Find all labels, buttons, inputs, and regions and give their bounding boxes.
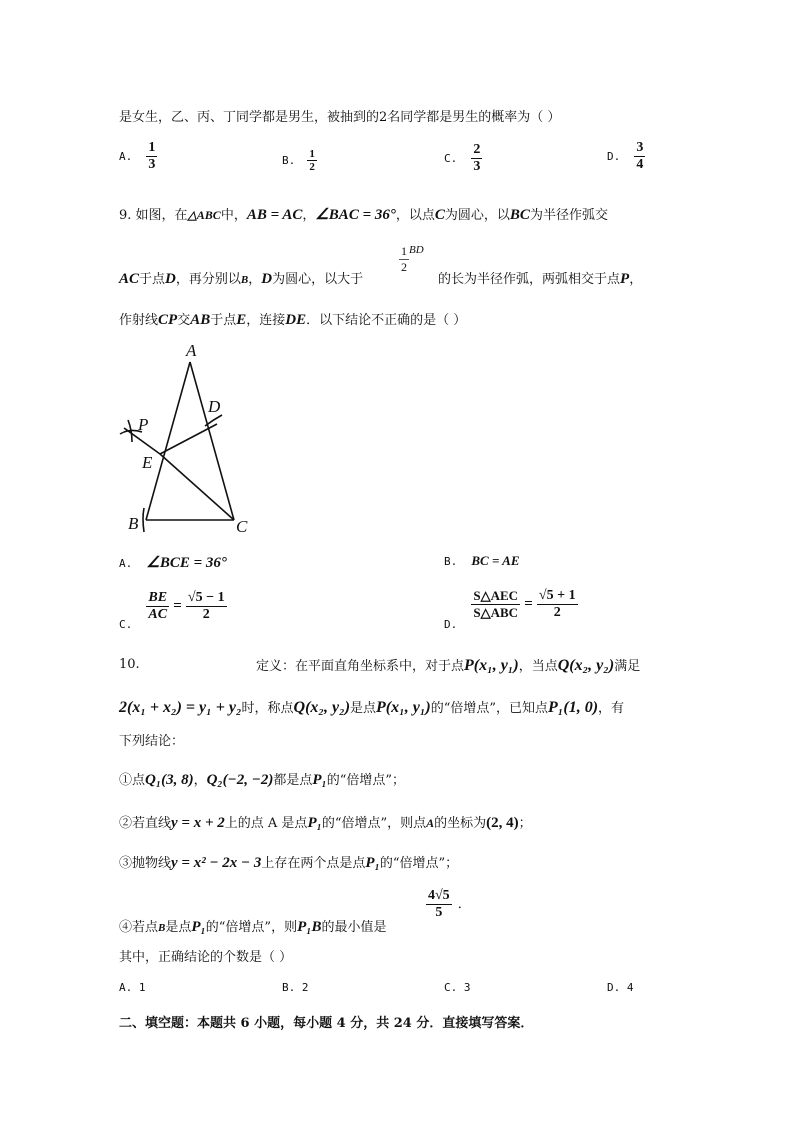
option-text: 4 [626, 981, 634, 994]
q10-option-d [607, 981, 634, 994]
text: 满足 [614, 659, 641, 674]
point-d: D [165, 271, 176, 287]
text: ④若点 [119, 920, 159, 935]
option-letter: A. [119, 557, 133, 570]
equation-ab-ac: AB = AC [246, 207, 303, 223]
text: 的最小值是 [321, 920, 387, 935]
q10-statement-1 [119, 769, 405, 789]
q10-min-value [426, 888, 471, 921]
point-p1: P₁ [365, 855, 380, 871]
q9-option-b [444, 553, 520, 569]
text: ．以下结论不正确的是（ ） [306, 313, 467, 328]
q10-ask: 其中，正确结论的个数是（ ） [119, 950, 293, 965]
arc-at-b [143, 508, 144, 532]
text: ②若直线 [119, 816, 172, 831]
q9-line-3 [119, 309, 466, 329]
option-letter: C. [444, 152, 458, 165]
text: 为圆心，以 [444, 208, 510, 223]
q8-option-a [119, 140, 157, 173]
label-d: D [208, 397, 221, 416]
point-p1: P₁ [312, 772, 327, 788]
text: 的长为半径作弧，两弧相交于点 [438, 272, 621, 287]
point-p: P(x₁, y₁) [376, 699, 431, 716]
text: 中， [220, 208, 247, 223]
denominator: 4 [636, 157, 644, 172]
point-c: C [434, 207, 445, 223]
point-p: P(x₁, y₁) [464, 657, 519, 674]
fraction-right [537, 588, 578, 621]
option-text: 1 [138, 981, 146, 994]
text: ， [629, 272, 643, 287]
arc-at-d [205, 415, 222, 426]
denominator: 3 [473, 159, 481, 174]
option-letter: D. [607, 981, 621, 994]
q9-line-1 [119, 204, 608, 224]
fraction-right [186, 590, 227, 623]
q9-line-2b [438, 268, 642, 288]
option-text: ∠BCE = 36° [146, 555, 227, 571]
q8-option-c [444, 142, 482, 175]
point-a: A [426, 816, 435, 830]
segment-p1b: P₁B [297, 919, 322, 935]
q10-option-c [444, 981, 471, 994]
label-a: A [186, 341, 197, 360]
text: ； [518, 816, 532, 831]
option-letter: B. [282, 981, 296, 994]
text: 上的点 A 是点 [224, 816, 308, 831]
fraction [307, 148, 317, 173]
text: 为圆心，以大于 [272, 272, 364, 287]
equals-sign: = [173, 598, 182, 614]
fraction-half [399, 244, 409, 275]
fraction-left [471, 588, 520, 621]
text: 是点 [165, 920, 192, 935]
ray-cp [160, 454, 234, 520]
option-text: 3 [463, 981, 471, 994]
label-c: C [236, 517, 248, 536]
text: ， [248, 272, 262, 287]
point-q2: Q₂(−2, −2) [206, 772, 274, 788]
numerator: 4√5 [428, 888, 450, 903]
point-b: B [240, 274, 249, 286]
q8-stem: 是女生，乙、丙、丁同学都是男生，被抽到的2名同学都是男生的概率为（ ） [119, 110, 561, 125]
text: 定义：在平面直角坐标系中，对于点 [256, 659, 465, 674]
text: ，当点 [518, 659, 558, 674]
numerator: BE [148, 590, 168, 605]
denominator: S△ABC [473, 605, 519, 620]
denominator: 2 [309, 161, 315, 173]
numerator: 1 [309, 148, 315, 160]
text: 于点 [210, 313, 237, 328]
option-letter: D. [444, 618, 458, 631]
triangle-abc: △ABC [187, 208, 221, 222]
q9-half-bd [399, 244, 424, 275]
point-p1: P₁(1, 0) [548, 699, 599, 716]
segment-ac: AC [119, 271, 140, 287]
fraction [634, 140, 645, 173]
text: 都是点 [273, 773, 313, 788]
q9-option-a [119, 553, 227, 572]
text: 是点 [350, 701, 377, 716]
fraction-left [146, 590, 169, 623]
condition-equation: 2(x₁ + x₂) = y₁ + y₂ [119, 699, 242, 716]
text: 的“倍增点”，则点 [321, 816, 427, 831]
numerator: √5 − 1 [187, 590, 225, 605]
denominator: 3 [148, 157, 156, 172]
text: ③抛物线 [119, 856, 172, 871]
q10-statement-3 [119, 852, 458, 872]
q8-option-b [282, 148, 317, 173]
fraction [146, 140, 157, 173]
numerator: S△AEC [473, 588, 519, 603]
option-letter: B. [282, 154, 296, 167]
label-b: B [128, 514, 139, 533]
text: ①点 [119, 773, 146, 788]
q10-statement-2 [119, 812, 532, 832]
point-q: Q(x₂, y₂) [293, 699, 351, 716]
option-letter: B. [444, 555, 458, 568]
parabola-equation: y = x² − 2x − 3 [171, 855, 262, 871]
segment-ab: AB [190, 312, 211, 328]
label-p: P [138, 415, 149, 434]
segment-de: DE [285, 312, 307, 328]
point-p1: P₁ [191, 919, 206, 935]
q10-line-1 [256, 655, 640, 675]
text: 的“倍增点”，则 [205, 920, 298, 935]
text: 的“倍增点”，已知点 [430, 701, 549, 716]
option-text: BC = AE [471, 553, 520, 568]
ray-cp: CP [158, 312, 178, 328]
side-ac [190, 362, 234, 520]
option-letter: A. [119, 150, 133, 163]
q10-line-2 [119, 697, 624, 717]
q10-option-b [282, 981, 309, 994]
numerator: 3 [636, 140, 644, 155]
text: ． [457, 897, 471, 912]
numerator: 2 [473, 142, 481, 157]
segment-bc: BC [509, 207, 530, 223]
fraction [426, 888, 452, 921]
equation-angle-bac: ∠BAC = 36° [315, 207, 396, 223]
text: 作射线 [119, 313, 159, 328]
option-letter: A. [119, 981, 133, 994]
text: 的坐标为 [434, 816, 487, 831]
text: ，再分别以 [175, 272, 241, 287]
point-e: E [236, 312, 247, 328]
point-p: P [620, 271, 630, 287]
numerator: 1 [148, 140, 156, 155]
triangle-figure [110, 338, 260, 538]
line-equation: y = x + 2 [171, 815, 225, 831]
denominator: 2 [401, 260, 407, 274]
text: ，有 [598, 701, 625, 716]
text: ， [193, 773, 207, 788]
point-q: Q(x₂, y₂) [557, 657, 615, 674]
option-text: 2 [301, 981, 309, 994]
q9-option-d [444, 588, 578, 631]
point-b: B [158, 922, 166, 934]
numerator: 1 [401, 244, 407, 258]
text: 上存在两个点是点 [261, 856, 366, 871]
point-p1: P₁ [307, 815, 322, 831]
question-number: 9. [119, 208, 132, 223]
text: ， [302, 208, 316, 223]
text: 如图，在 [135, 208, 188, 223]
coordinate: (2, 4) [486, 815, 519, 831]
text: 的“倍增点”； [379, 856, 459, 871]
q8-option-d [607, 140, 645, 173]
option-letter: D. [607, 150, 621, 163]
segment-bd: BD [409, 244, 424, 256]
option-letter: C. [444, 981, 458, 994]
option-letter: C. [119, 618, 133, 631]
equals-sign: = [524, 596, 533, 612]
denominator: 2 [202, 607, 210, 622]
text: ，以点 [395, 208, 435, 223]
q10-option-a [119, 981, 146, 994]
text: 于点 [139, 272, 166, 287]
label-e: E [142, 453, 153, 472]
q9-option-c [119, 590, 227, 631]
text: 的“倍增点”； [326, 773, 406, 788]
text: 交 [177, 313, 191, 328]
q10-statement-4 [119, 916, 387, 936]
q10-number: 10. [119, 657, 140, 672]
point-d: D [261, 271, 273, 287]
fraction [471, 142, 482, 175]
q10-line-3: 下列结论： [119, 734, 185, 749]
q9-line-2 [119, 268, 363, 288]
text: 为半径作弧交 [529, 208, 608, 223]
text: 时，称点 [241, 701, 294, 716]
point-q1: Q₁(3, 8) [145, 772, 194, 788]
numerator: √5 + 1 [538, 588, 576, 603]
denominator: 2 [553, 605, 561, 620]
text: ，连接 [246, 313, 286, 328]
denominator: AC [148, 607, 168, 622]
section-2-heading: 二、填空题：本题共 6 小题，每小题 4 分，共 24 分．直接填写答案． [119, 1016, 534, 1031]
denominator: 5 [435, 905, 443, 920]
